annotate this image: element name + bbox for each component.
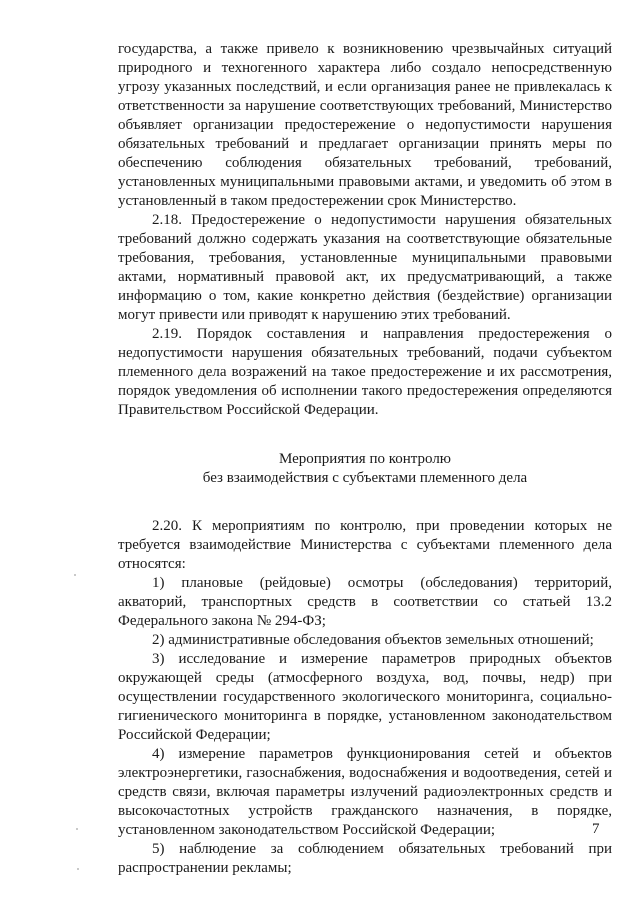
list-item-5: 5) наблюдение за соблюдением обязательных требований при распространении рекламы; — [118, 841, 612, 876]
list-item-3: 3) исследование и измерение параметров природных объектов окружающей среды (атмосферного воздуха, вод, почвы, недр) при осуществлении государственного экологического мониторинга, социально-гигиенического мониторинга в порядке, установленном законодательством Российской Федерации; — [118, 651, 612, 743]
section-heading — [118, 450, 612, 488]
list-item-2: 2) административные обследования объектов земельных отношений; — [152, 632, 594, 648]
paragraph-2-20: 2.20. К мероприятиям по контролю, при проведении которых не требуется взаимодействие Министерства с субъектами племенного дела относятся: — [118, 518, 612, 572]
section-heading-line-2: без взаимодействия с субъектами племенного дела — [202, 470, 528, 486]
page-number: 7 — [592, 821, 600, 837]
paragraph-continuation: государства, а также привело к возникновению чрезвычайных ситуаций природного и техногенного характера либо создало непосредственную угрозу указанных последствий, и если организация ранее не привлекалась к ответственности за нарушение соответствующих требований, Министерство объявляет организации предостережение о недопустимости нарушения обязательных требований и предлагает организации принять меры по обеспечению соблюдения обязательных требований, требований, установленных муниципальными правовыми актами, и уведомить об этом в установленный в таком предостережении срок Министерство. — [118, 41, 612, 209]
paragraph-2-18: 2.18. Предостережение о недопустимости нарушения обязательных требований должно содержать указания на соответствующие обязательные требования, требования, установленные муниципальными правовыми актами, нормативный правовой акт, их предусматривающий, а также информацию о том, какие конкретно действия (бездействие) организации могут привести или приводят к нарушению этих требований. — [118, 212, 612, 323]
list-item-1: 1) плановые (рейдовые) осмотры (обследования) территорий, акваторий, транспортных средств в соответствии со статьей 13.2 Федерального закона № 294-ФЗ; — [118, 575, 612, 629]
scan-speck — [77, 868, 79, 870]
scan-speck — [74, 574, 76, 576]
paragraph-2-19: 2.19. Порядок составления и направления предостережения о недопустимости нарушения обязательных требований, подачи субъектом племенного дела возражений на такое предостережение и их рассмотрения, порядок уведомления об исполнении такого предостережения определяются Правительством Российской Федерации. — [118, 326, 612, 418]
document-page — [118, 40, 612, 878]
section-heading-line-1: Мероприятия по контролю — [278, 451, 452, 467]
scan-speck — [76, 828, 78, 830]
list-item-4: 4) измерение параметров функционирования сетей и объектов электроэнергетики, газоснабжения, водоснабжения и водоотведения, сетей и средств связи, включая параметры излучений радиоэлектронных средств и высокочастотных устройств гражданского назначения, в порядке, установленном законодательством Российской Федерации; — [118, 746, 612, 838]
